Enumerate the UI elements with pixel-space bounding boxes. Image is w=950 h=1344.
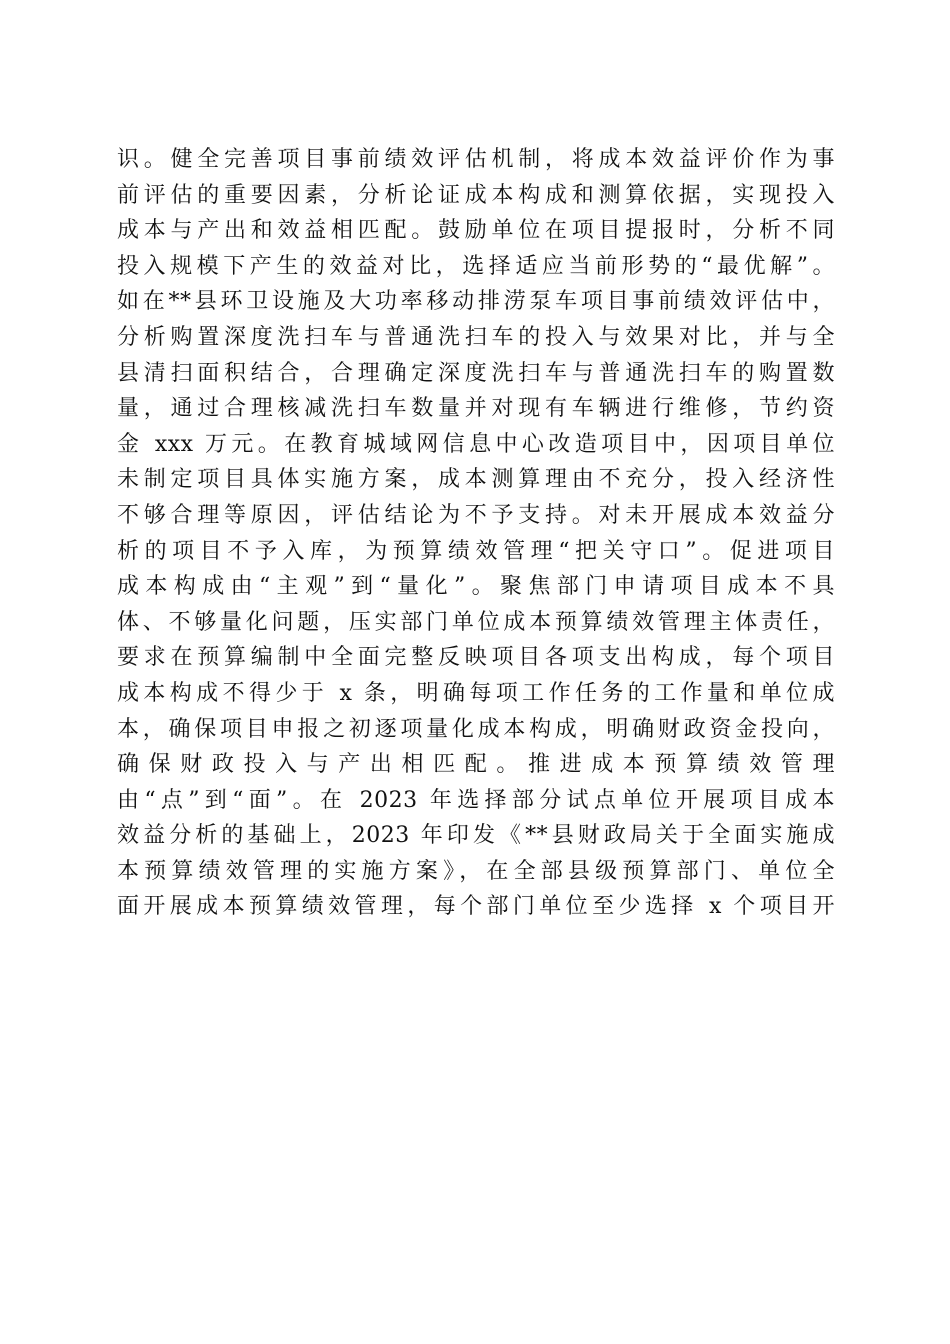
text-line: 体、不够量化问题，压实部门单位成本预算绩效管理主体责任，: [117, 609, 835, 635]
body-paragraph: [117, 142, 835, 925]
text-line: 效益分析的基础上，2023 年印发《**县财政局关于全面实施成: [117, 823, 835, 849]
text-line: 不够合理等原因，评估结论为不予支持。对未开展成本效益分: [117, 502, 835, 528]
text-line: 前评估的重要因素，分析论证成本构成和测算依据，实现投入: [117, 182, 835, 208]
text-line: 要求在预算编制中全面完整反映项目各项支出构成，每个项目: [117, 645, 835, 671]
text-line: 如在**县环卫设施及大功率移动排涝泵车项目事前绩效评估中，: [117, 289, 835, 315]
text-line: 成本构成不得少于 x 条，明确每项工作任务的工作量和单位成: [117, 680, 835, 706]
text-line: 成本构成由“主观”到“量化”。聚焦部门申请项目成本不具: [117, 574, 835, 600]
text-line: 投入规模下产生的效益对比，选择适应当前形势的“最优解”。: [117, 253, 835, 279]
text-line: 金 xxx 万元。在教育城域网信息中心改造项目中，因项目单位: [117, 431, 835, 457]
text-line: 本预算绩效管理的实施方案》，在全部县级预算部门、单位全: [117, 858, 835, 884]
text-line: 县清扫面积结合，合理确定深度洗扫车与普通洗扫车的购置数: [117, 360, 835, 386]
text-line: 识。健全完善项目事前绩效评估机制，将成本效益评价作为事: [117, 147, 835, 172]
text-line: 析的项目不予入库，为预算绩效管理“把关守口”。促进项目: [117, 538, 835, 564]
text-line: 量，通过合理核减洗扫车数量并对现有车辆进行维修，节约资: [117, 396, 835, 422]
text-line: 面开展成本预算绩效管理，每个部门单位至少选择 x 个项目开: [117, 894, 835, 920]
text-line: 成本与产出和效益相匹配。鼓励单位在项目提报时，分析不同: [117, 218, 835, 244]
text-line: 本，确保项目申报之初逐项量化成本构成，明确财政资金投向，: [117, 716, 835, 742]
text-line: 由“点”到“面”。在 2023 年选择部分试点单位开展项目成本: [117, 787, 835, 813]
text-line: 分析购置深度洗扫车与普通洗扫车的投入与效果对比，并与全: [117, 324, 835, 350]
text-line: 确保财政投入与产出相匹配。推进成本预算绩效管理: [117, 752, 835, 778]
text-line: 未制定项目具体实施方案，成本测算理由不充分，投入经济性: [117, 467, 835, 493]
